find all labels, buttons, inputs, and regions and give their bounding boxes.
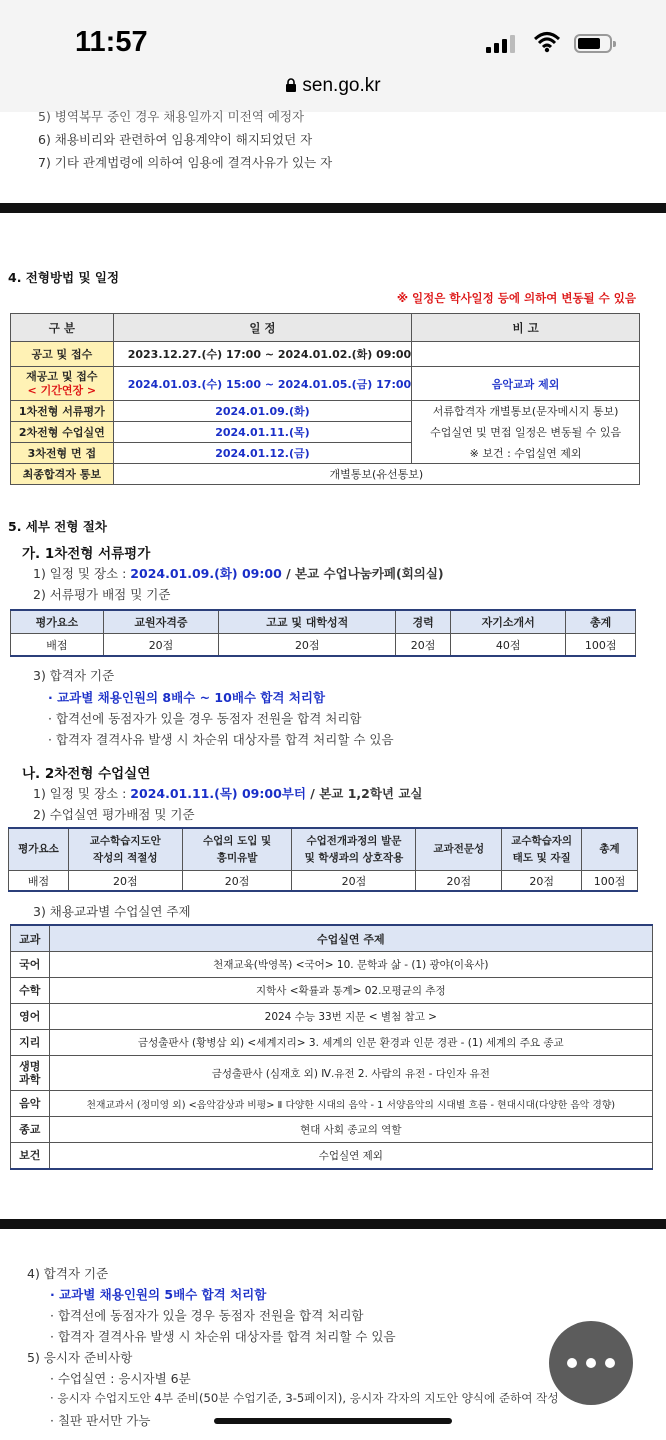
table-row: 보건 수업실연 제외 — [11, 1143, 653, 1170]
list-item: 3) 합격자 기준 — [33, 668, 115, 683]
list-item: 4) 합격자 기준 — [27, 1266, 109, 1281]
list-item: · 응시자 수업지도안 4부 준비(50분 수업기준, 3-5페이지), 응시자 각자의 지도안 양식에 준하여 작성 — [50, 1391, 559, 1405]
list-item: 3) 채용교과별 수업실연 주제 — [33, 904, 191, 919]
schedule-notice: ※ 일정은 학사일정 등에 의하여 변동될 수 있음 — [396, 291, 636, 305]
list-item: · 합격자 결격사유 발생 시 차순위 대상자를 합격 처리할 수 있음 — [50, 1329, 396, 1344]
section-title: 5. 세부 전형 절차 — [8, 519, 107, 534]
list-item: 5) 응시자 준비사항 — [27, 1350, 133, 1365]
document-review-table: 평가요소 교원자격증 고교 및 대학성적 경력 자기소개서 총계 배점 20점 20점 20점 40점 100점 — [10, 609, 636, 657]
more-dot-icon — [567, 1358, 577, 1368]
class-demo-table: 평가요소 교수학습지도안 작성의 적절성 수업의 도입 및 흥미유발 수업전개과정의 발문 및 학생과의 상호작용 교과전문성 교수학습자의 태도 및 자질 총계 배점 20점 20점 20점 20점 20점 100점 — [8, 827, 638, 892]
more-dot-icon — [605, 1358, 615, 1368]
table-row: 생명 과학 금성출판사 (심재호 외) Ⅳ.유전 2. 사람의 유전 - 다인자 유전 — [11, 1056, 653, 1091]
list-item: · 칠판 판서만 가능 — [50, 1413, 151, 1428]
address-bar[interactable] — [0, 75, 666, 97]
table-row: 3차전형 면 접 2024.01.12.(금) ※ 보건 : 수업실연 제외 — [11, 443, 640, 464]
table-row: 종교 현대 사회 종교의 역할 — [11, 1117, 653, 1143]
subsection-title: 나. 2차전형 수업실연 — [22, 766, 151, 782]
table-row: 영어 2024 수능 33번 지문 < 별첨 참고 > — [11, 1004, 653, 1030]
list-item: 1) 일정 및 장소 : 2024.01.11.(목) 09:00부터 / 본교 1,2학년 교실 — [33, 786, 423, 801]
more-options-button[interactable] — [549, 1321, 633, 1405]
table-row: 최종합격자 통보 개별통보(유선통보) — [11, 464, 640, 485]
table-header: 비 고 — [412, 314, 640, 342]
cellular-signal-icon — [486, 34, 518, 53]
table-row: 재공고 및 접수 < 기간연장 > 2024.01.03.(수) 15:00 ~ 2024.01.05.(금) 17:00 음악교과 제외 — [11, 367, 640, 401]
table-row: 1차전형 서류평가 2024.01.09.(화) 서류합격자 개별통보(문자메시지 통보) — [11, 401, 640, 422]
list-item: 6) 채용비리와 관련하여 임용계약이 해지되었던 자 — [38, 132, 313, 147]
list-item: · 합격자 결격사유 발생 시 차순위 대상자를 합격 처리할 수 있음 — [48, 732, 394, 747]
list-item: · 합격선에 동점자가 있을 경우 동점자 전원을 합격 처리함 — [50, 1308, 364, 1323]
section-title: 4. 전형방법 및 일정 — [8, 270, 120, 285]
list-item: · 수업실연 : 응시자별 6분 — [50, 1371, 191, 1386]
home-indicator[interactable] — [214, 1418, 452, 1424]
demo-topics-table: 교과 수업실연 주제 국어 천재교육(박영목) <국어> 10. 문학과 삶 - (1) 광야(이육사) 수학 지학사 <확률과 통계> 02.모평균의 추정 영어 2024 수능 33번 지문 < 별첨 참고 > 지리 금성출판사 (황병삼 외) <세계지리> 3. 세계의 인문 환경과 인문 경관 - (1) 세계의 주요 종교 생명 과학 금성출판사 (심재호 외) Ⅳ.유전 2. 사람의 유전 - 다인자 유전 음악 천재교과서 (정미영 외) <음악감상과 비평> Ⅱ 다양한 시대의 음악 - 1 서양음악의 시대별 흐름 - 현대시대(다양한 음악 경향) 종교 현대 사회 종교의 역할 보건 수업실연 제외 — [10, 924, 653, 1170]
table-row: 국어 천재교육(박영목) <국어> 10. 문학과 삶 - (1) 광야(이육사) — [11, 952, 653, 978]
table-row: 수학 지학사 <확률과 통계> 02.모평균의 추정 — [11, 978, 653, 1004]
list-item: 2) 수업실연 평가배점 및 기준 — [33, 807, 195, 822]
table-row: 배점 20점 20점 20점 20점 20점 100점 — [9, 871, 638, 892]
table-row: 지리 금성출판사 (황병삼 외) <세계지리> 3. 세계의 인문 환경과 인문 경관 - (1) 세계의 주요 종교 — [11, 1030, 653, 1056]
table-header: 일 정 — [113, 314, 411, 342]
status-time: 11:57 — [75, 26, 148, 58]
subsection-title: 가. 1차전형 서류평가 — [22, 546, 151, 562]
list-item: 2) 서류평가 배점 및 기준 — [33, 587, 171, 602]
table-row: 배점 20점 20점 20점 40점 100점 — [11, 634, 636, 657]
list-item: 5) 병역복무 중인 경우 채용일까지 미전역 예정자 — [38, 109, 305, 124]
battery-icon — [574, 34, 612, 53]
more-dot-icon — [586, 1358, 596, 1368]
list-item: · 합격선에 동점자가 있을 경우 동점자 전원을 합격 처리함 — [48, 711, 362, 726]
table-row: 공고 및 접수 2023.12.27.(수) 17:00 ~ 2024.01.02.(화) 09:00 — [11, 342, 640, 367]
wifi-icon — [533, 31, 561, 53]
list-item: · 교과별 채용인원의 5배수 합격 처리함 — [50, 1287, 267, 1302]
table-header: 구 분 — [11, 314, 114, 342]
lock-icon — [285, 78, 297, 93]
table-row: 음악 천재교과서 (정미영 외) <음악감상과 비평> Ⅱ 다양한 시대의 음악 - 1 서양음악의 시대별 흐름 - 현대시대(다양한 음악 경향) — [11, 1091, 653, 1117]
url-text: sen.go.kr — [302, 75, 381, 96]
page-divider — [0, 203, 666, 213]
page-divider — [0, 1219, 666, 1229]
list-item: 1) 일정 및 장소 : 2024.01.09.(화) 09:00 / 본교 수업나눔카페(회의실) — [33, 566, 444, 581]
schedule-table — [10, 313, 640, 485]
list-item: 7) 기타 관계법령에 의하여 임용에 결격사유가 있는 자 — [38, 155, 333, 170]
list-item: · 교과별 채용인원의 8배수 ~ 10배수 합격 처리함 — [48, 690, 326, 705]
table-row: 2차전형 수업실연 2024.01.11.(목) 수업실연 및 면접 일정은 변동될 수 있음 — [11, 422, 640, 443]
